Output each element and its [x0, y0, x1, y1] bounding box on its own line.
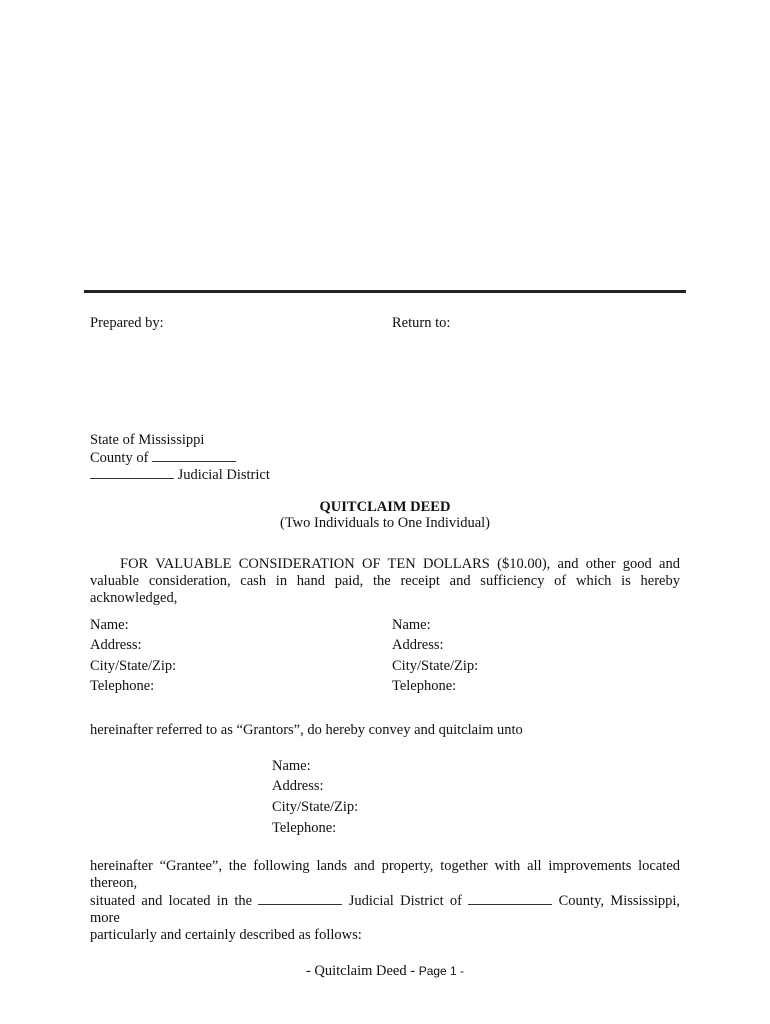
consideration-line: FOR VALUABLE CONSIDERATION OF TEN DOLLARS ($10.00), and other good and [120, 556, 680, 572]
grantee-paragraph [90, 858, 680, 944]
grantor2-telephone-label: Telephone: [392, 678, 457, 694]
consideration-paragraph [90, 556, 680, 607]
return-to-label: Return to: [392, 315, 451, 331]
grantee-line: hereinafter “Grantee”, the following lands and property, together with all improvements located thereon, [90, 858, 680, 891]
page-number: Page 1 - [418, 964, 465, 978]
header-rule [84, 290, 686, 293]
footer-text: - Quitclaim Deed - [305, 963, 419, 979]
grantors-text: hereinafter referred to as “Grantors”, do hereby convey and quitclaim unto [90, 722, 523, 738]
grantee-text: County, Mississippi, more [90, 893, 681, 926]
grantor2-name-label: Name: [392, 617, 431, 633]
grantee-address-label: Address: [272, 778, 324, 794]
grantee-text: Judicial District of [348, 893, 463, 909]
grantor1-telephone-label: Telephone: [90, 678, 155, 694]
document-subtitle: (Two Individuals to One Individual) [279, 515, 490, 531]
grantor2-address-label: Address: [392, 637, 444, 653]
grantor2-city-label: City/State/Zip: [392, 658, 479, 674]
page-footer [84, 963, 686, 980]
prepared-by-label: Prepared by: [90, 315, 164, 331]
grantee-city-label: City/State/Zip: [272, 799, 359, 815]
grantee-text: situated and located in the [90, 893, 253, 909]
county-label: County of [90, 450, 149, 466]
grantee-line [90, 892, 680, 927]
judicial-district-blank[interactable] [258, 892, 342, 905]
grantor1-address-label: Address: [90, 637, 142, 653]
district-label: Judicial District [177, 467, 270, 483]
county-line [90, 449, 236, 467]
document-title: QUITCLAIM DEED [319, 499, 451, 515]
state-label: State of Mississippi [90, 432, 205, 448]
county-blank[interactable] [152, 449, 236, 462]
district-line [90, 466, 270, 484]
district-blank[interactable] [90, 466, 174, 479]
consideration-line: valuable consideration, cash in hand paid, the receipt and sufficiency of which is hereby acknowledged, [90, 573, 680, 606]
county-name-blank[interactable] [468, 892, 552, 905]
grantee-telephone-label: Telephone: [272, 820, 337, 836]
grantor1-name-label: Name: [90, 617, 129, 633]
grantor1-city-label: City/State/Zip: [90, 658, 177, 674]
grantee-line: particularly and certainly described as follows: [90, 927, 362, 943]
grantee-name-label: Name: [272, 758, 311, 774]
